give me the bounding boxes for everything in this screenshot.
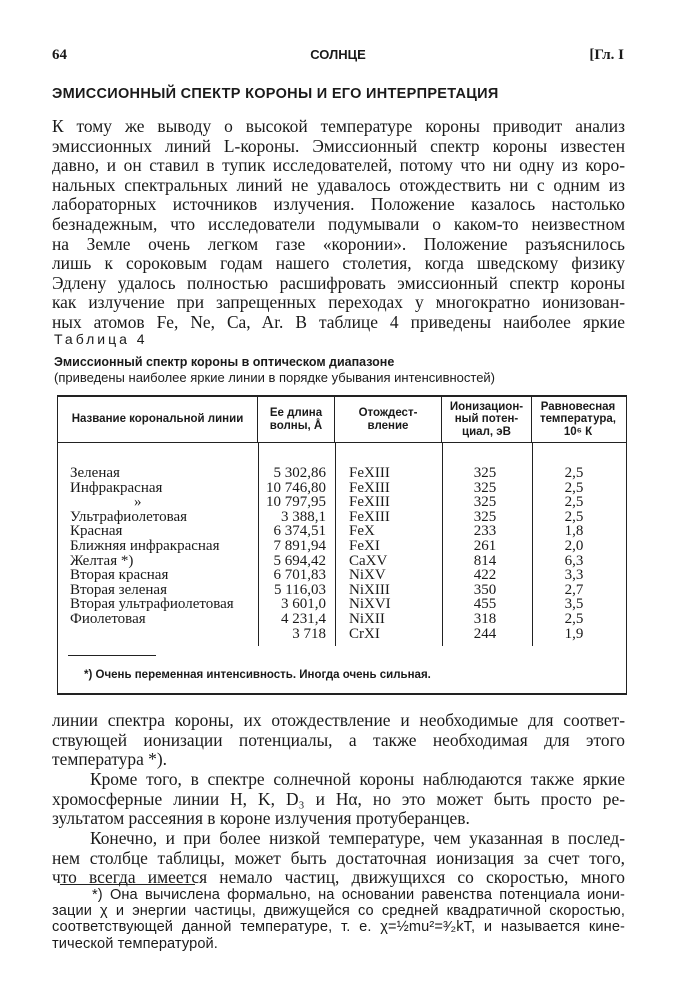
table-row (58, 568, 626, 583)
page-number: 64 (52, 47, 67, 63)
cell-ion: NiXV (349, 567, 386, 584)
text-line: на Земле очень легком газе «коронии». Положение разъяснилось (52, 233, 625, 254)
table-row (58, 524, 626, 539)
table-row (58, 583, 626, 598)
cell-temperature: 2,5 (564, 494, 584, 511)
text-line: лишь к сороковым годам нашего столетия, когда шведскому физику (52, 253, 625, 274)
cell-potential: 325 (473, 494, 497, 511)
cell-line-name: Вторая зеленая (70, 581, 167, 598)
cell-potential: 325 (473, 508, 497, 525)
cell-potential: 350 (473, 581, 497, 598)
cell-line-name: Фиолетовая (70, 611, 146, 627)
cell-temperature: 2,5 (564, 508, 584, 525)
text-line: безнадежным, что исследователи подумывали о каком-то неизвестном (52, 213, 625, 234)
cell-line-name: Вторая ультрафиолетовая (70, 596, 234, 613)
cell-temperature: 2,0 (564, 538, 584, 554)
header-identification: Отождест-вление (335, 397, 442, 442)
table-row (58, 627, 626, 642)
emission-lines-table (57, 395, 627, 695)
cell-ion: NiXIII (349, 581, 390, 598)
text-line: зультатом рассеяния в короне излучения протуберанцев. (52, 808, 470, 829)
cell-temperature: 2,7 (564, 581, 584, 598)
cell-ion: NiXII (349, 611, 385, 627)
cell-wavelength: 10 746,80 (266, 479, 326, 496)
cell-line-name: Ближняя инфракрасная (70, 538, 220, 554)
cell-line-name: Зеленая (70, 465, 120, 481)
paragraph-chromospheric-lines (52, 770, 625, 829)
cell-wavelength: 5 302,86 (273, 465, 326, 481)
table-row (58, 466, 626, 481)
cell-temperature: 6,3 (564, 552, 584, 569)
table-footnote-rule (68, 655, 156, 656)
table-row (58, 597, 626, 612)
table-header-row (58, 397, 626, 443)
cell-line-name: Инфракрасная (70, 479, 163, 496)
running-title: СОЛНЦЕ (310, 47, 366, 62)
table-row (58, 539, 626, 554)
cell-temperature: 1,8 (564, 523, 584, 540)
cell-ion: FeXI (349, 538, 380, 554)
text-line: Кроме того, в спектре солнечной короны наблюдаются также яркие (90, 769, 625, 789)
cell-line-name: Желтая *) (70, 552, 134, 569)
running-head (52, 47, 624, 67)
table-row (58, 612, 626, 627)
text-line: линии спектра короны, их отождествление и необходимые для соответ- (52, 710, 625, 730)
footnote-line: тической температурой. (52, 935, 218, 952)
text-line: К тому же выводу о высокой температуре короны приводит анализ (52, 116, 625, 136)
header-wavelength: Ее длина волны, Å (258, 397, 335, 442)
cell-wavelength: 4 231,4 (281, 611, 326, 627)
cell-ion: FeXIII (349, 479, 390, 496)
cell-ion: FeX (349, 523, 375, 540)
cell-temperature: 2,5 (564, 479, 584, 496)
footnote-rule (60, 884, 195, 885)
table-subcaption: (приведены наиболее яркие линии в порядке убывания интенсивностей) (54, 370, 496, 385)
cell-potential: 233 (473, 523, 497, 540)
cell-wavelength: 3 718 (292, 625, 326, 642)
cell-temperature: 2,5 (564, 611, 584, 627)
page-footnote (52, 887, 625, 952)
cell-line-name: » (134, 494, 142, 511)
table-label: Таблица 4 (54, 331, 148, 347)
header-ionization-potential: Ионизацион-ный потен-циал, эВ (442, 397, 532, 442)
table-caption: Эмиссионный спектр короны в оптическом диапазоне (54, 355, 395, 369)
cell-ion: CaXV (349, 552, 388, 569)
text-line: ных атомов Fe, Ne, Ca, Ar. В таблице 4 приведены наиболее яркие (52, 311, 625, 332)
text-line: нальных спектральных линий не удавалось отождествить ни с одним из (52, 174, 625, 195)
cell-wavelength: 7 891,94 (273, 538, 326, 554)
cell-wavelength: 3 601,0 (281, 596, 326, 613)
text-line: эмиссионных линий L-короны. Эмиссионный спектр короны известен (52, 135, 625, 156)
text-line: хромосферные линии H, K, D₃ и Hα, но это может быть просто ре- (52, 788, 625, 809)
text-line: Эдлену удалось полностью расшифровать эмиссионный спектр короны (52, 272, 625, 293)
text-line: лабораторных источников излучения. Положение казалось настолько (52, 194, 625, 215)
footnote-line: *) Она вычислена формально, на основании равенства потенциала иони- (92, 887, 625, 903)
cell-temperature: 3,3 (564, 567, 584, 584)
cell-wavelength: 3 388,1 (281, 508, 326, 525)
cell-ion: CrXI (349, 625, 380, 642)
text-line: температура *). (52, 749, 167, 770)
cell-ion: NiXVI (349, 596, 391, 613)
text-line: что всегда имеется немало частиц, движущихся со скоростью, много (52, 867, 625, 888)
cell-ion: FeXIII (349, 494, 390, 511)
cell-potential: 814 (473, 552, 497, 569)
cell-potential: 455 (473, 596, 497, 613)
chapter-label: [Гл. I (589, 47, 624, 63)
table-row (58, 510, 626, 525)
text-line: ствующей ионизации потенциалы, а также необходимая для этого (52, 729, 625, 750)
cell-ion: FeXIII (349, 508, 390, 525)
text-line: Конечно, и при более низкой температуре, чем указанная в послед- (90, 828, 625, 848)
table-row (58, 495, 626, 510)
cell-potential: 325 (473, 465, 497, 481)
paragraph-table-summary (52, 711, 625, 770)
text-line: давно, и он ставил в тупик исследователей, потому что ни одну из коро- (52, 155, 625, 176)
footnote-line: соответствующей данной температуре, т. е. χ=½mu²=³⁄₂kT, и называется кине- (52, 919, 625, 936)
cell-ion: FeXIII (349, 465, 390, 481)
header-equilibrium-temperature: Равновесная температура, 10⁶ К (540, 400, 616, 438)
cell-wavelength: 10 797,95 (266, 494, 326, 511)
cell-potential: 261 (473, 538, 497, 554)
paragraph-ionization (52, 829, 625, 888)
header-line-name: Название корональной линии (58, 397, 258, 442)
cell-temperature: 2,5 (564, 465, 584, 481)
cell-potential: 325 (473, 479, 497, 496)
footnote-line: зации χ и энергии частицы, движущейся со средней квадратичной скоростью, (52, 903, 625, 920)
cell-wavelength: 6 701,83 (273, 567, 326, 584)
table-row (58, 481, 626, 496)
cell-wavelength: 6 374,51 (273, 523, 326, 540)
cell-wavelength: 5 694,42 (273, 552, 326, 569)
section-title: ЭМИССИОННЫЙ СПЕКТР КОРОНЫ И ЕГО ИНТЕРПРЕТАЦИЯ (52, 86, 499, 102)
cell-wavelength: 5 116,03 (274, 581, 326, 598)
cell-temperature: 3,5 (564, 596, 584, 613)
cell-temperature: 1,9 (564, 625, 584, 642)
cell-line-name: Красная (70, 523, 123, 540)
text-line: нем столбце таблицы, может быть достаточная ионизация за счет того, (52, 847, 625, 868)
cell-potential: 422 (473, 567, 497, 584)
table-row (58, 554, 626, 569)
cell-potential: 318 (473, 611, 497, 627)
table-footnote: *) Очень переменная интенсивность. Иногда очень сильная. (84, 669, 431, 681)
cell-line-name: Вторая красная (70, 567, 169, 584)
cell-potential: 244 (473, 625, 497, 642)
cell-line-name: Ультрафиолетовая (70, 508, 188, 525)
text-line: как излучение при запрещенных переходах у многократно ионизован- (52, 292, 625, 313)
paragraph-intro (52, 117, 625, 333)
